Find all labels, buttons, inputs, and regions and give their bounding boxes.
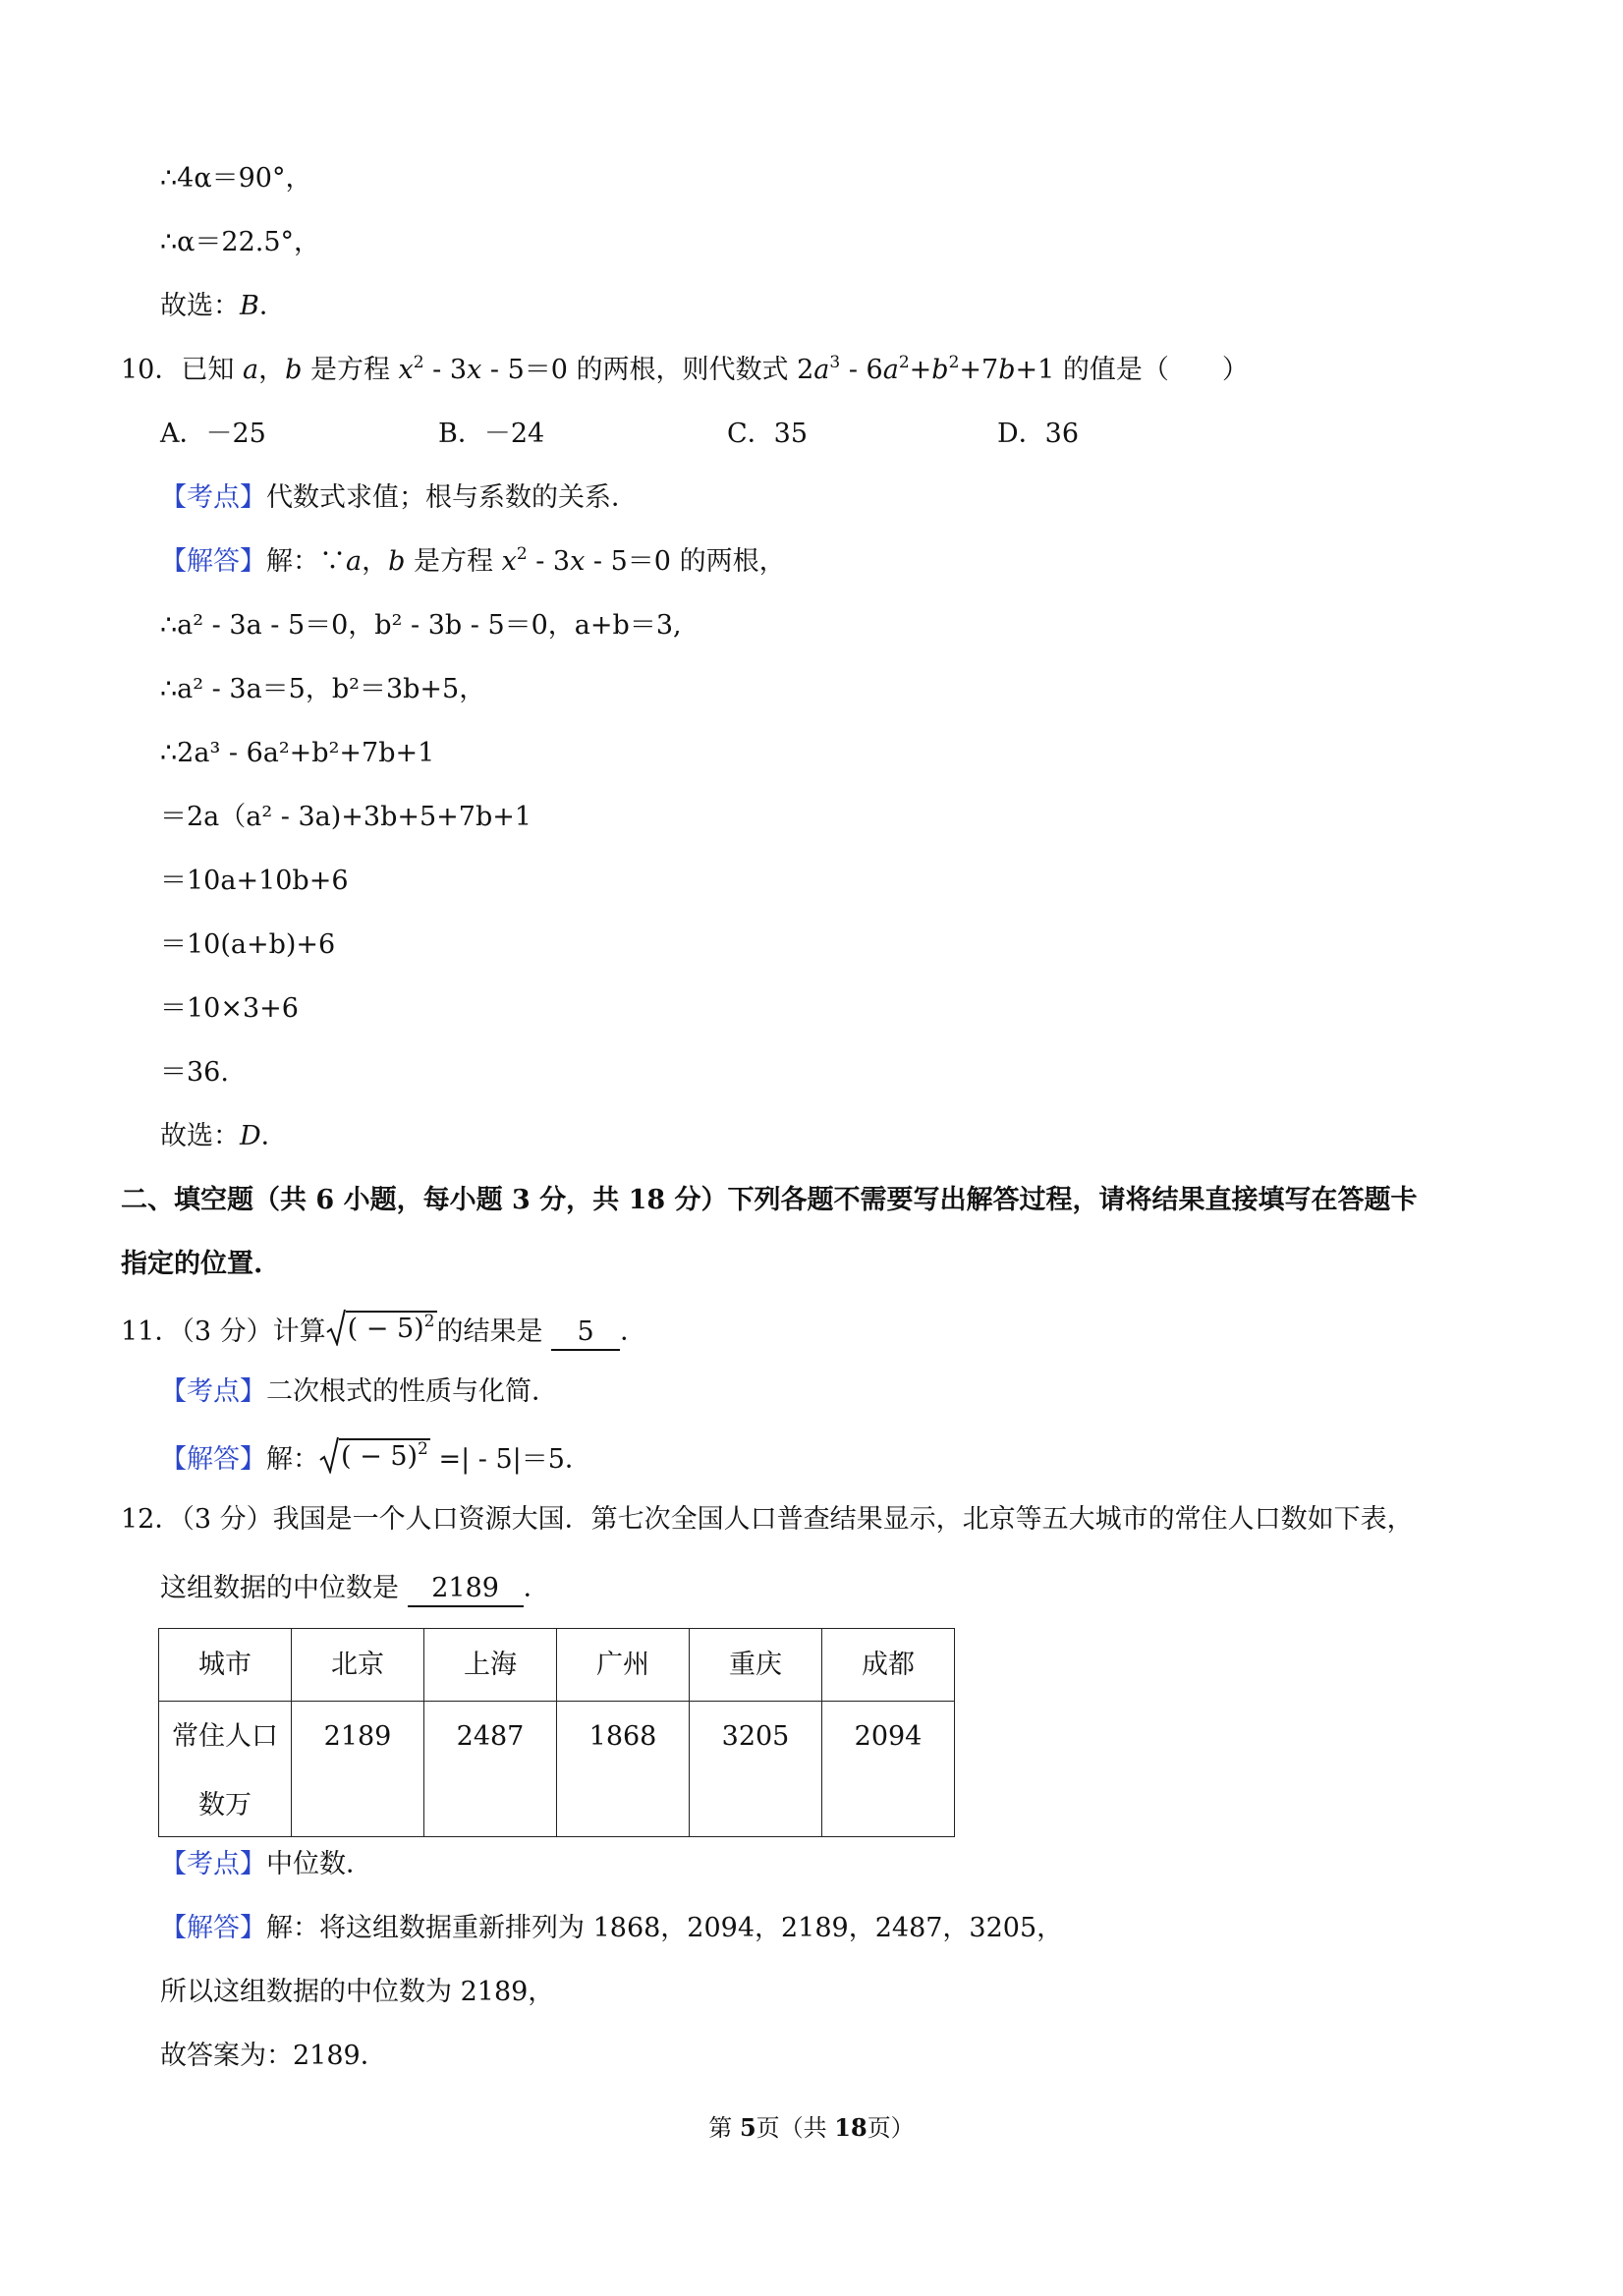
q10-step-8: ＝36.	[160, 1057, 229, 1088]
q12-conclusion: 所以这组数据的中位数为 2189，	[160, 1977, 555, 2007]
table-cell: 2094	[822, 1702, 955, 1837]
population-table	[158, 1628, 955, 1837]
table-cell: 1868	[557, 1702, 690, 1837]
section-2-heading-cont: 指定的位置.	[121, 1249, 263, 1279]
q11-jieda: 【解答】解： ( − 5)$^2$ =| ‐ 5|＝5．	[160, 1436, 591, 1480]
q10-kaodian: 【考点】代数式求值；根与系数的关系．	[160, 482, 638, 513]
sqrt-sign-icon	[319, 1436, 339, 1474]
q12-final-answer: 故答案为：2189．	[160, 2041, 387, 2071]
q10-step-1: ∴a² ‐ 3a ‐ 5＝0，b² ‐ 3b ‐ 5＝0，a+b＝3,	[160, 610, 682, 641]
table-cell: 3205	[690, 1702, 822, 1837]
section-2-heading: 二、填空题（共 6 小题，每小题 3 分，共 18 分）下列各题不需要写出解答过程，请将结果直接填写在答题卡	[121, 1185, 1418, 1215]
q12-kaodian: 【考点】中位数．	[160, 1849, 372, 1879]
sqrt-expression: ( − 5)$^2$	[326, 1309, 437, 1346]
q12-jieda: 【解答】解：将这组数据重新排列为 1868，2094，2189，2487，3205，	[160, 1913, 1064, 1943]
sqrt-expression: ( − 5)$^2$	[319, 1436, 430, 1474]
q10-step-7: ＝10×3+6	[160, 993, 299, 1024]
q10-step-6: ＝10(a+b)+6	[160, 929, 336, 960]
question-10-options	[160, 415, 1339, 454]
option-b: B．－24	[438, 419, 545, 449]
q10-step-2: ∴a² ‐ 3a＝5，b²＝3b+5，	[160, 674, 486, 704]
option-d: D．36	[997, 419, 1080, 449]
table-header-cell: 北京	[292, 1629, 424, 1702]
q12-answer-blank: 2189	[408, 1572, 524, 1607]
page-footer: 第 5页（共 18页）	[708, 2113, 915, 2142]
option-a: A．－25	[160, 419, 266, 449]
q11-kaodian: 【考点】二次根式的性质与化简．	[160, 1376, 558, 1407]
table-header-cell: 城市	[159, 1629, 292, 1702]
solution-line-4alpha: ∴4α＝90°，	[160, 163, 312, 194]
q11-answer-blank: 5	[551, 1316, 620, 1351]
table-cell: 2189	[292, 1702, 424, 1837]
table-header-cell: 重庆	[690, 1629, 822, 1702]
table-header-cell: 上海	[424, 1629, 557, 1702]
option-c: C．35	[727, 419, 809, 449]
q10-step-5: ＝10a+10b+6	[160, 866, 349, 896]
table-row	[159, 1702, 955, 1837]
table-cell: 2487	[424, 1702, 557, 1837]
solution-line-alpha: ∴α＝22.5°，	[160, 227, 321, 257]
table-row-label: 常住人口 数万	[159, 1702, 292, 1837]
q10-jieda: 【解答】解：∵a，b 是方程 $x^2$ ‐ 3x ‐ 5＝0 的两根，	[160, 544, 786, 577]
question-12-stem: 12．（3 分）我国是一个人口资源大国．第七次全国人口普查结果显示，北京等五大城市的常住人口数如下表，	[121, 1504, 1414, 1535]
table-header-row	[159, 1629, 955, 1702]
q10-step-4: ＝2a（a² ‐ 3a)+3b+5+7b+1	[160, 802, 532, 832]
answer-choice-q9: 故选：B．	[160, 291, 286, 321]
table-header-cell: 成都	[822, 1629, 955, 1702]
question-11-stem: 11．（3 分）计算 ( − 5)$^2$ 的结果是 5 ．	[121, 1309, 646, 1352]
question-12-stem-cont: 这组数据的中位数是 2189 ．	[160, 1569, 550, 1608]
answer-choice-q10: 故选：D．	[160, 1121, 288, 1151]
table-header-cell: 广州	[557, 1629, 690, 1702]
question-10-stem: 10．已知 a，b 是方程 $x^2$ ‐ 3x ‐ 5＝0 的两根，则代数式 $2a^3$ ‐ $6a^2+b^2+7b+1$ 的值是（ ）	[121, 353, 1249, 385]
q10-step-3: ∴2a³ ‐ 6a²+b²+7b+1	[160, 738, 435, 768]
sqrt-sign-icon	[326, 1309, 346, 1346]
